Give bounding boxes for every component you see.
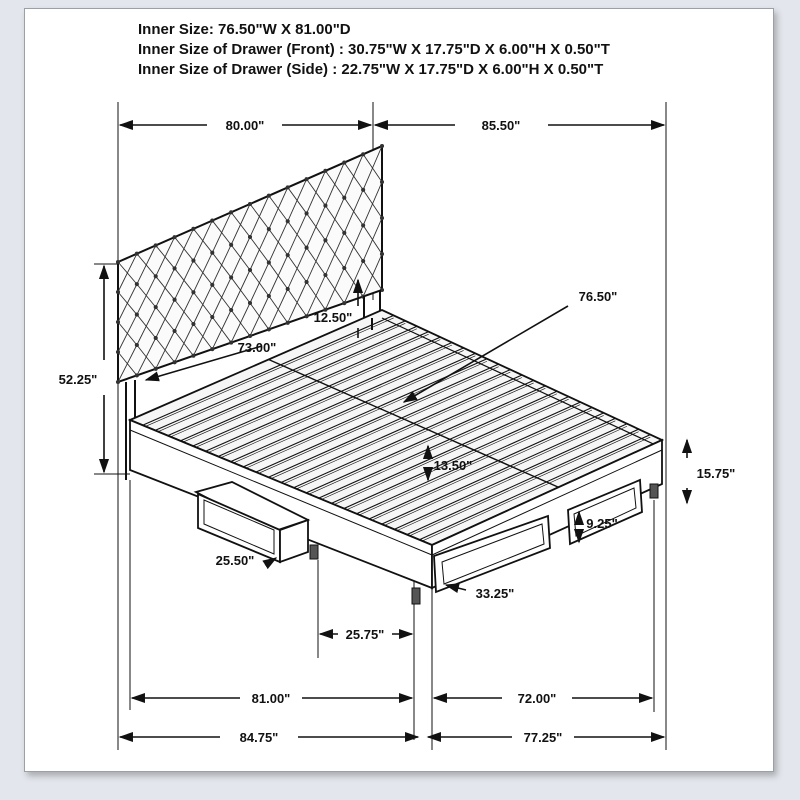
drawer-front-size-text: Inner Size of Drawer (Front) : 30.75"W X 17.75"D X 6.00"H X 0.50"T: [138, 41, 610, 58]
dim-overall-height: 52.25": [58, 372, 98, 387]
dim-inner-side: 72.00": [517, 691, 557, 706]
dim-headboard-inner-width: 73.00": [237, 340, 277, 355]
dim-rail-height: 13.50": [433, 458, 473, 473]
dim-leg-spacing: 25.75": [345, 627, 385, 642]
dim-headboard-panel-height: 12.50": [313, 310, 353, 325]
dim-overall-length: 77.25": [523, 730, 563, 745]
dim-inner-length: 81.00": [251, 691, 291, 706]
dim-left-drawer-depth: 25.50": [215, 553, 255, 568]
dim-side-depth-top: 85.50": [481, 118, 521, 133]
dim-inner-width: 76.50": [578, 289, 618, 304]
dim-overall-width: 84.75": [239, 730, 279, 745]
dim-front-drawer-width: 33.25": [475, 586, 515, 601]
inner-size-text: Inner Size: 76.50"W X 81.00"D: [138, 21, 351, 38]
drawer-side-size-text: Inner Size of Drawer (Side) : 22.75"W X 17.75"D X 6.00"H X 0.50"T: [138, 61, 604, 78]
dim-side-drawer-height: 9.25": [586, 516, 618, 531]
dim-headboard-width: 80.00": [225, 118, 265, 133]
dim-side-height: 15.75": [696, 466, 736, 481]
